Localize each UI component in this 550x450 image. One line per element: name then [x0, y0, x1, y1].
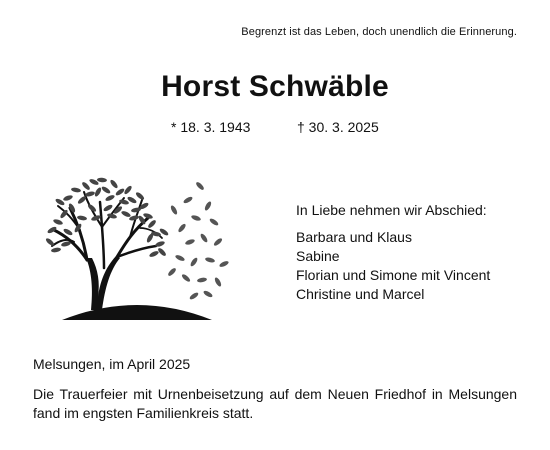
farewell-intro: In Liebe nehmen wir Abschied: — [296, 202, 487, 218]
deceased-name: Horst Schwäble — [161, 70, 389, 103]
tree-with-falling-leaves-icon — [42, 172, 232, 322]
mourner-name: Barbara und Klaus — [296, 229, 412, 245]
mourner-name: Sabine — [296, 248, 340, 264]
mourner-name: Christine und Marcel — [296, 286, 425, 302]
mourners-block — [296, 201, 490, 304]
ceremony-notice: Die Trauerfeier mit Urnenbeisetzung auf dem Neuen Friedhof in Melsungen fand im engsten Familienkreis statt. — [33, 386, 517, 421]
memorial-quote: Begrenzt ist das Leben, doch unendlich die Erinnerung. — [241, 26, 517, 38]
mourner-name: Florian und Simone mit Vincent — [296, 267, 491, 283]
place-and-date: Melsungen, im April 2025 — [33, 356, 191, 372]
death-date: † 30. 3. 2025 — [297, 119, 379, 135]
birth-date: * 18. 3. 1943 — [171, 119, 251, 135]
